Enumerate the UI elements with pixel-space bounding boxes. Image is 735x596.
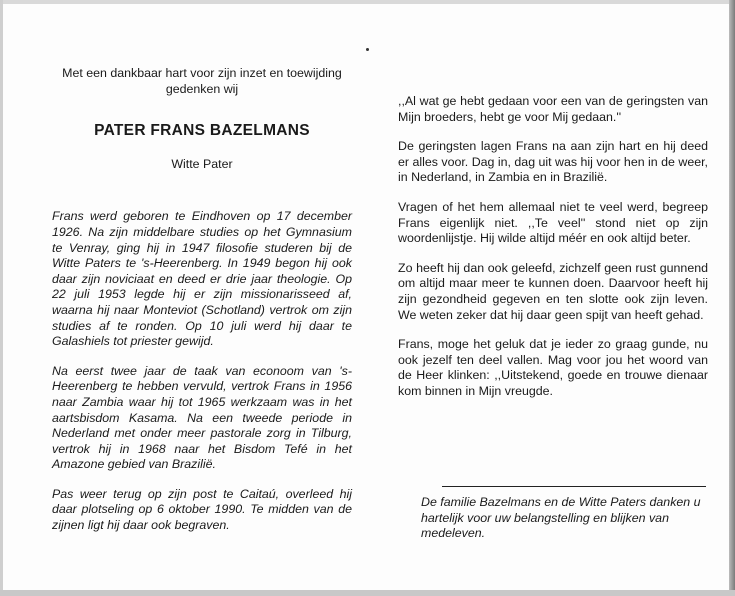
scan-edge-top: [0, 0, 735, 4]
scan-edge-bottom: [0, 590, 735, 596]
right-paragraph-4: Zo heeft hij dan ook geleefd, zichzelf geen rust gunnend om altijd maar meer te kunnen doen. Daarvoor heeft hij zijn gezondheid gegeven en ten slotte ook zijn leven. We weten zeker dat hij daar geen spijt van heeft gehad.: [398, 260, 708, 322]
dedication-line-1: Met een dankbaar hart voor zijn inzet en toewijding: [62, 66, 342, 80]
fold-mark: [366, 48, 369, 51]
left-column: [52, 66, 352, 534]
bio-paragraph-1: Frans werd geboren te Eindhoven op 17 december 1926. Na zijn middelbare studies op het Gymnasium te Venray, ging hij in 1947 filosofie studeren bij de Witte Paters te 's-Heerenberg. In 1949 begon hij ook daar zijn noviciaat en deed er drie jaar theologie. Op 22 juli 1953 legde hij er zijn missionarisseed af, waarna hij naar Monteviot (Schotland) vertrok om zijn studies af te ronden. Op 10 juli werd hij daar te Galashiels tot priester gewijd.: [52, 209, 352, 349]
scan-edge-right: [729, 0, 735, 596]
bible-quote: ,,Al wat ge hebt gedaan voor een van de geringsten van Mijn broeders, hebt ge voor Mij gedaan.'': [398, 94, 708, 124]
family-thanks: De familie Bazelmans en de Witte Paters danken u hartelijk voor uw belangstelling en blijken van medeleven.: [421, 495, 701, 541]
biography: [52, 209, 352, 533]
deceased-name: PATER FRANS BAZELMANS: [94, 122, 310, 140]
right-paragraph-3: Vragen of het hem allemaal niet te veel werd, begreep Frans eigenlijk niet. ,,Te veel'' stond niet op zijn woordenlijstje. Hij wilde altijd méér en ook altijd beter.: [398, 199, 708, 246]
bio-paragraph-3: Pas weer terug op zijn post te Caitaú, overleed hij daar plotseling op 6 oktober 1990. Te midden van de zijnen ligt hij daar ook begraven.: [52, 486, 352, 533]
bio-paragraph-2: Na eerst twee jaar de taak van econoom van 's-Heerenberg te hebben vervuld, vertrok Frans in 1956 naar Zambia waar hij tot 1965 werkzaam was in het aartsbisdom Kasama. Na een tweede periode in Nederland met onder meer pastorale zorg in Tilburg, vertrok hij in 1968 naar het Bisdom Tefé in het Amazone gebied van Brazilië.: [52, 363, 352, 472]
dedication: [52, 66, 352, 97]
deceased-subtitle: Witte Pater: [171, 156, 233, 171]
dedication-line-2: gedenken wij: [165, 81, 239, 96]
right-paragraph-5: Frans, moge het geluk dat je ieder zo graag gunde, nu ook jezelf ten deel vallen. Mag voor jou het woord van de Heer klinken: ,,Uitstekend, goede en trouwe dienaar kom binnen in Mijn vreugde.: [398, 337, 708, 398]
divider-line: [442, 486, 706, 487]
right-column: [398, 94, 708, 414]
right-paragraph-2: De geringsten lagen Frans na aan zijn hart en hij deed er alles voor. Dag in, dag uit was hij voor hen in de weer, in Nederland, in Zambia en in Brazilië.: [398, 139, 708, 185]
scan-edge-left: [0, 0, 3, 596]
